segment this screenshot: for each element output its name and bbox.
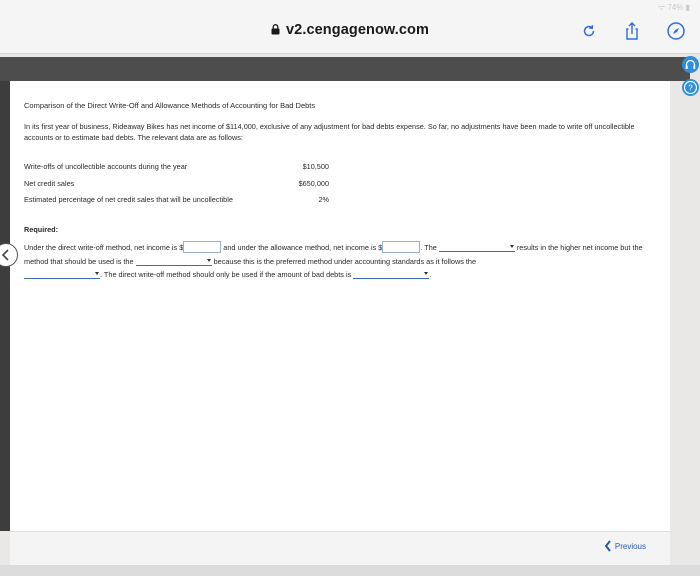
row-value: $650,000 [298, 178, 329, 188]
req-text-5: because this is the preferred method under accounting standards as it follows the [213, 256, 477, 266]
header-band [0, 57, 690, 81]
data-table [24, 160, 329, 210]
previous-label: Previous [614, 541, 646, 551]
lock-icon [271, 23, 280, 39]
status-indicator: ᯤ 74% ▮ [657, 3, 690, 12]
bottom-strip [0, 565, 700, 576]
req-text-4: results in the higher net income but the method that should be used is the [24, 243, 643, 266]
problem-title: Comparison of the Direct Write-Off and Allowance Methods of Accounting for Bad Debts [24, 101, 316, 110]
req-text-1: Under the direct write-off method, net income is $ [24, 243, 184, 253]
required-text [24, 241, 664, 282]
req-text-7: . [429, 270, 432, 280]
bad-debts-amount-dropdown[interactable] [353, 268, 432, 280]
share-icon[interactable] [621, 20, 643, 42]
bottom-nav [10, 531, 670, 565]
browser-toolbar [0, 0, 700, 54]
help-icon[interactable] [682, 79, 699, 96]
headphones-icon[interactable] [682, 56, 699, 73]
url-text: v2.cengagenow.com [286, 22, 429, 38]
reload-icon[interactable] [578, 20, 600, 42]
back-button[interactable] [0, 243, 18, 267]
allowance-net-income-input[interactable] [382, 241, 420, 253]
problem-intro: In its first year of business, Rideaway Bikes has net income of $114,000, exclusive of any adjustment for bad debts expense. So far, no adjustments have been made to write off uncollectible accounts or to estimate bad debts. The relevant data are as follows: [24, 121, 635, 142]
higher-income-method-dropdown[interactable] [439, 241, 515, 252]
required-heading: Required: [24, 224, 59, 234]
chevron-left-icon [0, 244, 17, 266]
svg-text:?: ? [688, 83, 693, 93]
left-gutter [0, 81, 10, 531]
table-row [24, 177, 329, 194]
direct-writeoff-net-income-input[interactable] [183, 241, 221, 253]
question-panel [10, 81, 670, 531]
row-label: Net credit sales [24, 178, 75, 188]
req-text-6: . The direct write-off method should only be used if the amount of bad debts is [100, 270, 352, 280]
chevron-left-icon [604, 540, 612, 552]
req-text-2: and under the allowance method, net income is $ [223, 243, 383, 253]
compass-icon[interactable] [665, 20, 687, 42]
previous-button[interactable] [604, 540, 646, 552]
preferred-method-dropdown[interactable] [136, 255, 212, 266]
table-row [24, 160, 329, 177]
row-value: 2% [318, 195, 329, 205]
accounting-principle-dropdown[interactable] [24, 268, 100, 279]
req-text-3: . The [420, 243, 437, 253]
row-label: Write-offs of uncollectible accounts during the year [24, 162, 188, 172]
row-value: $10,500 [302, 162, 329, 172]
row-label: Estimated percentage of net credit sales that will be uncollectible [24, 195, 233, 205]
table-row [24, 193, 329, 210]
